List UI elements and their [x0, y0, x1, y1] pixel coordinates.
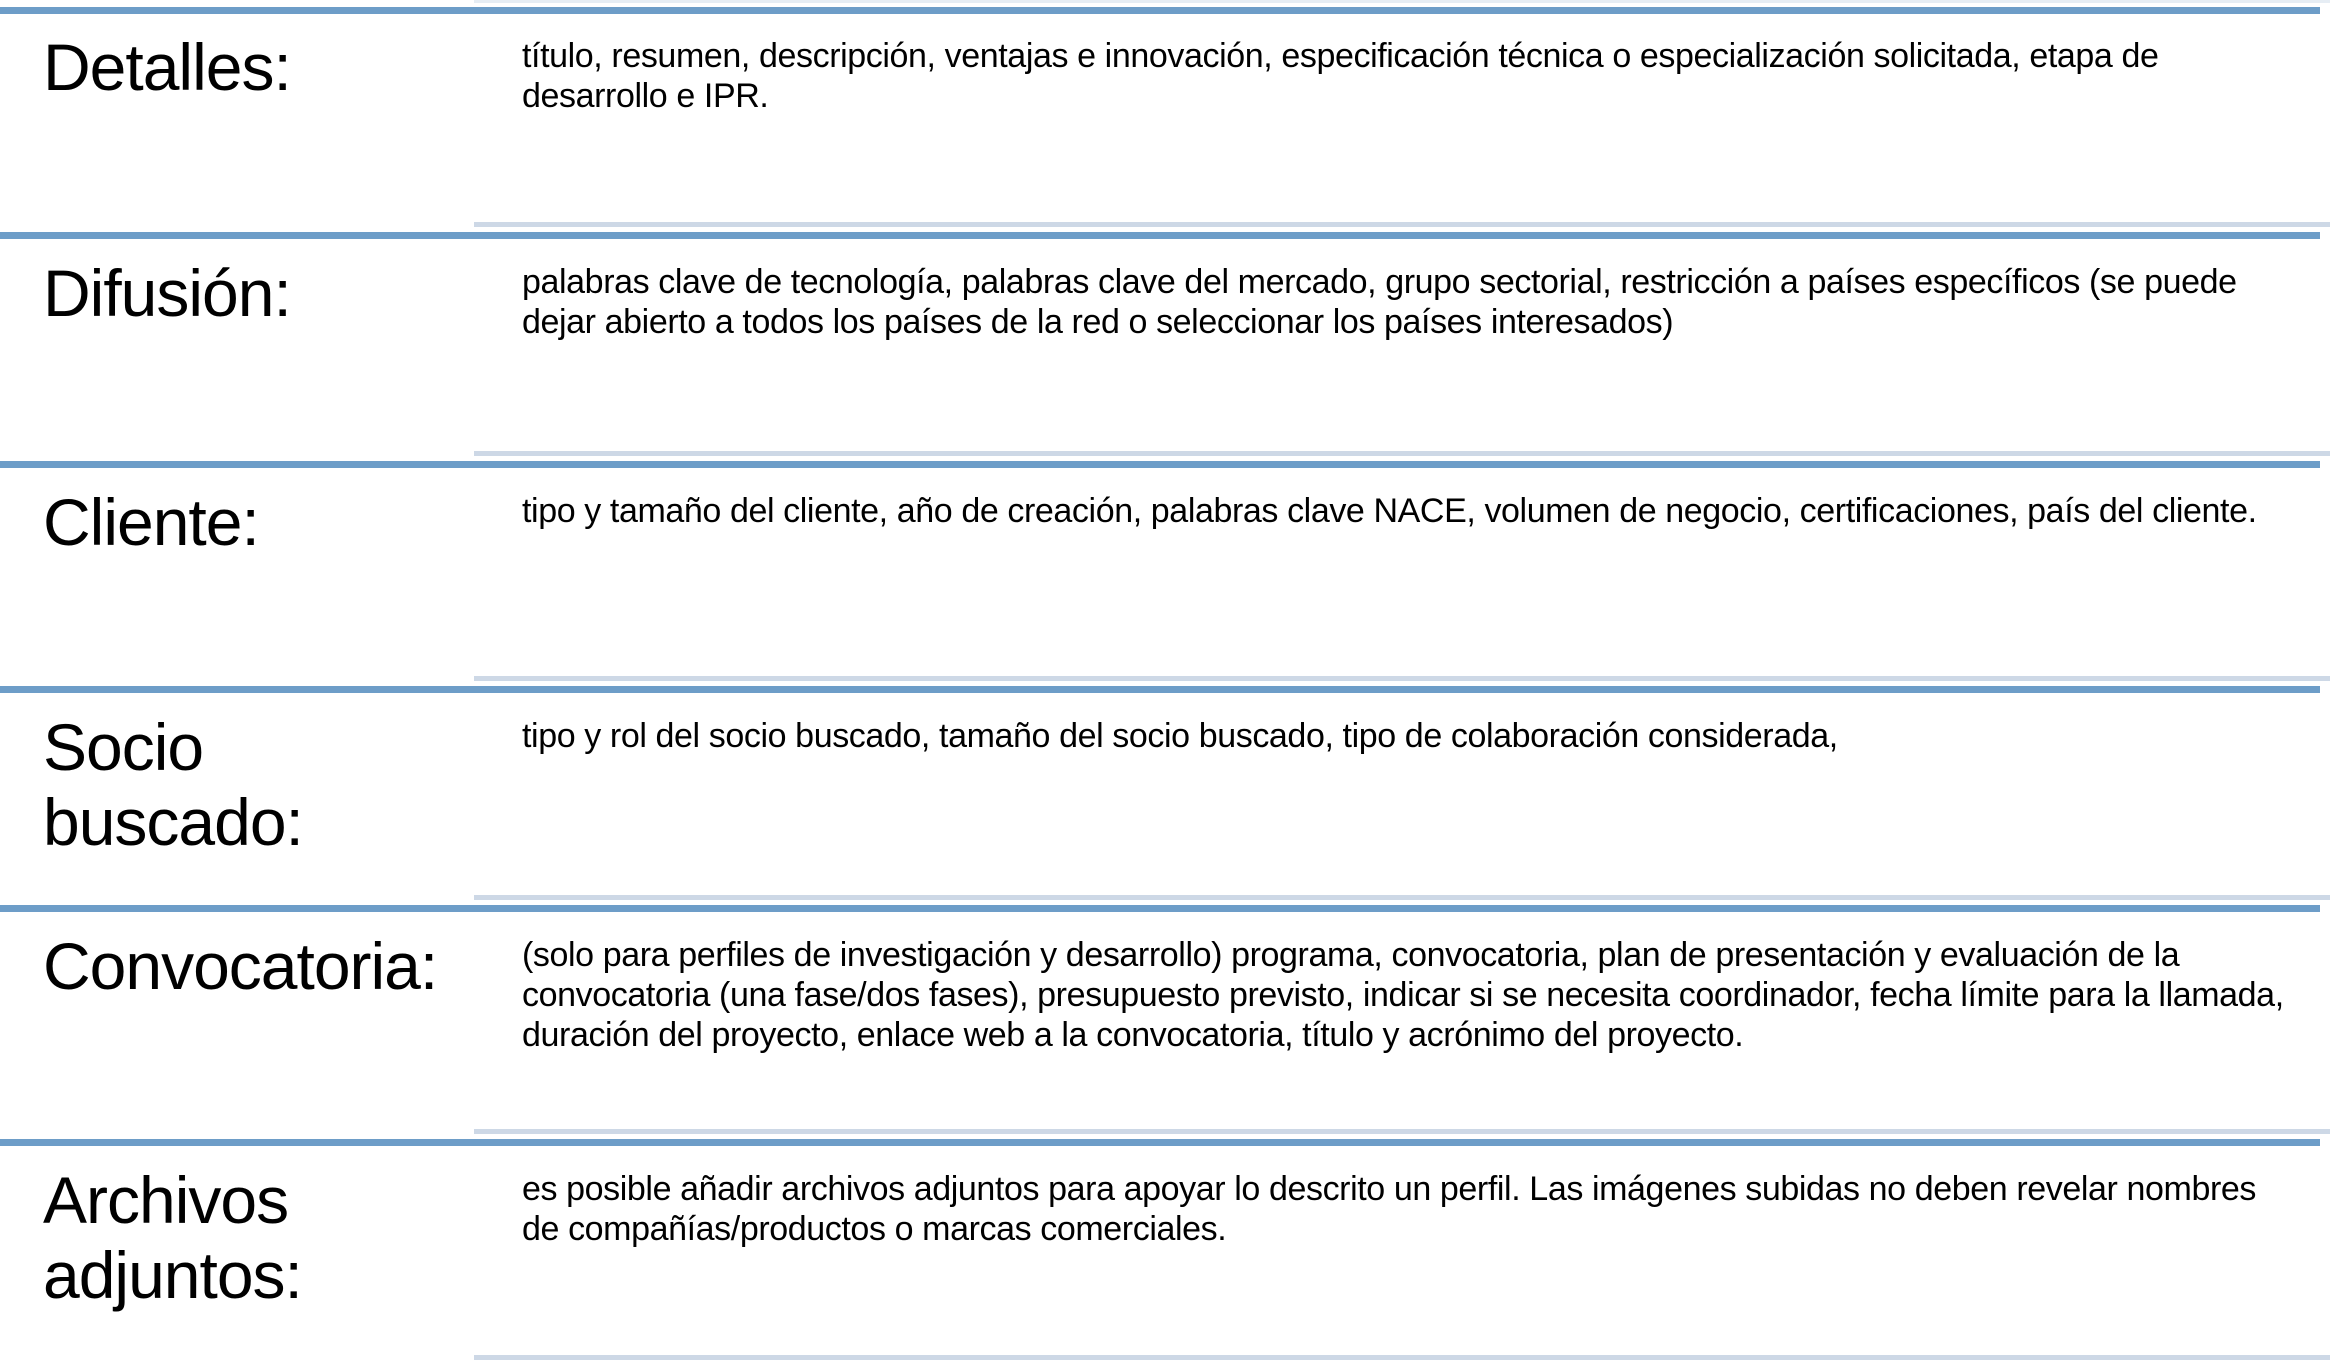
divider-dark-line	[0, 905, 2320, 912]
row-divider	[0, 676, 2337, 694]
row-divider	[0, 1129, 2337, 1147]
divider-light-line	[474, 0, 2330, 3]
divider-dark-line	[0, 1139, 2320, 1146]
row-divider	[0, 451, 2337, 469]
divider-dark-line	[0, 7, 2320, 14]
table-row	[0, 913, 2337, 1129]
row-label: Socio buscado:	[43, 710, 303, 859]
row-label: Detalles:	[43, 30, 291, 104]
table-row	[0, 469, 2337, 676]
divider-light-line	[474, 451, 2330, 456]
row-divider-top	[0, 0, 2337, 14]
table-row	[0, 14, 2337, 222]
table-row	[0, 1147, 2337, 1355]
row-divider-bottom	[0, 1355, 2337, 1369]
row-description: palabras clave de tecnología, palabras clave del mercado, grupo sectorial, restricción a países específicos (se puede dejar abierto a todos los países de la red o seleccionar los países interesados)	[522, 263, 2237, 341]
row-description: tipo y rol del socio buscado, tamaño del socio buscado, tipo de colaboración considerada,	[522, 717, 1838, 755]
divider-light-line	[474, 895, 2330, 900]
table-row	[0, 694, 2337, 895]
row-description: título, resumen, descripción, ventajas e innovación, especificación técnica o especialización solicitada, etapa de desarrollo e IPR.	[522, 37, 2159, 115]
row-label: Archivos adjuntos:	[43, 1163, 302, 1312]
row-label: Difusión:	[43, 256, 291, 330]
table-row	[0, 240, 2337, 451]
divider-light-line	[474, 1355, 2330, 1360]
divider-dark-line	[0, 461, 2320, 468]
row-label: Cliente:	[43, 485, 259, 559]
divider-light-line	[474, 222, 2330, 227]
row-divider	[0, 222, 2337, 240]
row-label: Convocatoria:	[43, 929, 438, 1003]
divider-dark-line	[0, 232, 2320, 239]
row-description: (solo para perfiles de investigación y desarrollo) programa, convocatoria, plan de presentación y evaluación de la convocatoria (una fase/dos fases), presupuesto previsto, indicar si se necesita coordinador, fecha límite para la llamada, duración del proyecto, enlace web a la convocatoria, título y acrónimo del proyecto.	[522, 936, 2284, 1054]
divider-light-line	[474, 1129, 2330, 1134]
row-description: tipo y tamaño del cliente, año de creación, palabras clave NACE, volumen de negocio, certificaciones, país del cliente.	[522, 492, 2257, 530]
divider-dark-line	[0, 686, 2320, 693]
row-divider	[0, 895, 2337, 913]
row-description: es posible añadir archivos adjuntos para apoyar lo descrito un perfil. Las imágenes subidas no deben revelar nombres de compañías/productos o marcas comerciales.	[522, 1170, 2256, 1248]
divider-light-line	[474, 676, 2330, 681]
